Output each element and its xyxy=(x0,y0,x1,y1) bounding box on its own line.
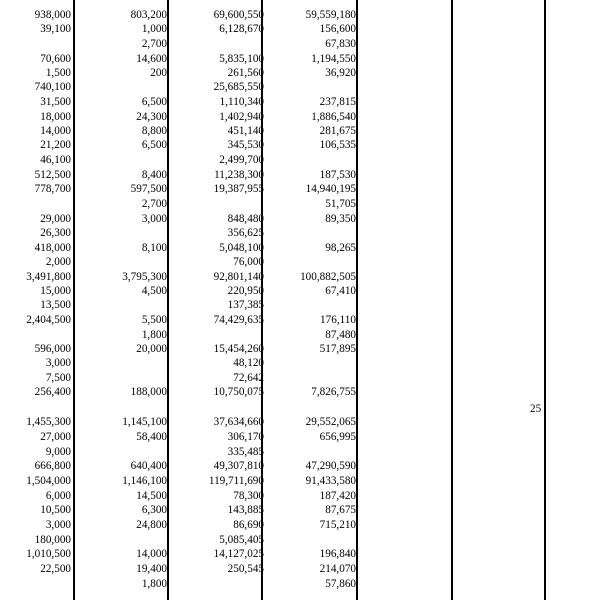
table-cell: 106,535 xyxy=(319,139,356,151)
table-cell: 187,420 xyxy=(319,490,356,502)
table-row xyxy=(0,313,600,327)
table-row xyxy=(0,95,600,109)
table-cell: 72,642 xyxy=(233,372,264,384)
table-cell: 1,455,300 xyxy=(26,416,71,428)
table-row xyxy=(0,459,600,473)
table-row xyxy=(0,562,600,576)
table-cell: 5,835,100 xyxy=(219,53,264,65)
table-cell: 20,000 xyxy=(136,343,167,355)
page-number: 25 xyxy=(530,403,542,415)
table-row xyxy=(0,503,600,517)
table-row xyxy=(0,385,600,399)
table-cell: 59,559,180 xyxy=(305,9,356,21)
table-cell: 37,634,660 xyxy=(213,416,264,428)
table-cell: 6,128,670 xyxy=(219,23,264,35)
table-cell: 49,307,810 xyxy=(213,460,264,472)
table-cell: 1,110,340 xyxy=(219,96,264,108)
table-cell: 58,400 xyxy=(136,431,167,443)
table-cell: 29,000 xyxy=(40,213,71,225)
table-cell: 1,000 xyxy=(141,23,167,35)
table-cell: 14,000 xyxy=(136,548,167,560)
table-cell: 356,625 xyxy=(227,227,264,239)
table-cell: 5,500 xyxy=(141,314,167,326)
table-cell: 39,100 xyxy=(40,23,71,35)
table-cell: 2,000 xyxy=(45,256,71,268)
table-cell: 13,500 xyxy=(40,299,71,311)
table-row xyxy=(0,284,600,298)
table-cell: 143,885 xyxy=(227,504,264,516)
table-cell: 8,800 xyxy=(141,125,167,137)
table-row xyxy=(0,415,600,429)
table-row xyxy=(0,328,600,342)
table-cell: 98,265 xyxy=(325,242,356,254)
table-cell: 51,705 xyxy=(325,198,356,210)
table-cell: 740,100 xyxy=(34,81,71,93)
table-cell: 6,000 xyxy=(45,490,71,502)
table-cell: 22,500 xyxy=(40,563,71,575)
table-cell: 25,685,550 xyxy=(213,81,264,93)
table-cell: 7,500 xyxy=(45,372,71,384)
table-cell: 656,995 xyxy=(319,431,356,443)
table-cell: 87,480 xyxy=(325,329,356,341)
table-row xyxy=(0,489,600,503)
table-cell: 418,000 xyxy=(34,242,71,254)
table-row xyxy=(0,124,600,138)
table-row xyxy=(0,371,600,385)
table-cell: 2,700 xyxy=(141,198,167,210)
table-row xyxy=(0,533,600,547)
table-cell: 27,000 xyxy=(40,431,71,443)
table-cell: 281,675 xyxy=(319,125,356,137)
table-row xyxy=(0,430,600,444)
table-row xyxy=(0,66,600,80)
table-row xyxy=(0,445,600,459)
table-cell: 335,485 xyxy=(227,446,264,458)
table-cell: 48,120 xyxy=(233,357,264,369)
table-cell: 200 xyxy=(150,67,167,79)
table-cell: 715,210 xyxy=(319,519,356,531)
table-cell: 24,300 xyxy=(136,111,167,123)
table-cell: 11,238,300 xyxy=(214,169,264,181)
table-cell: 1,146,100 xyxy=(122,475,167,487)
table-cell: 3,000 xyxy=(141,213,167,225)
table-cell: 92,801,140 xyxy=(213,271,264,283)
table-row xyxy=(0,138,600,152)
table-cell: 220,950 xyxy=(227,285,264,297)
table-cell: 14,500 xyxy=(136,490,167,502)
table-cell: 2,499,700 xyxy=(219,154,264,166)
table-row xyxy=(0,270,600,284)
table-cell: 14,940,195 xyxy=(305,183,356,195)
table-cell: 848,480 xyxy=(227,213,264,225)
table-cell: 176,110 xyxy=(320,314,356,326)
table-row xyxy=(0,577,600,591)
table-cell: 597,500 xyxy=(130,183,167,195)
table-cell: 67,830 xyxy=(325,38,356,50)
table-cell: 14,600 xyxy=(136,53,167,65)
table-cell: 119,711,690 xyxy=(208,475,264,487)
table-cell: 47,290,590 xyxy=(305,460,356,472)
table-cell: 214,070 xyxy=(319,563,356,575)
table-cell: 1,500 xyxy=(45,67,71,79)
table-cell: 803,200 xyxy=(130,9,167,21)
table-cell: 76,000 xyxy=(233,256,264,268)
table-cell: 1,402,940 xyxy=(219,111,264,123)
table-cell: 78,300 xyxy=(233,490,264,502)
table-cell: 345,530 xyxy=(227,139,264,151)
table-cell: 3,491,800 xyxy=(26,271,71,283)
table-cell: 26,300 xyxy=(40,227,71,239)
table-cell: 596,000 xyxy=(34,343,71,355)
table-row xyxy=(0,212,600,226)
table-cell: 21,200 xyxy=(40,139,71,151)
table-cell: 1,194,550 xyxy=(311,53,356,65)
table-cell: 69,600,550 xyxy=(213,9,264,21)
table-row xyxy=(0,241,600,255)
table-cell: 67,410 xyxy=(325,285,356,297)
table-row xyxy=(0,298,600,312)
table-cell: 31,500 xyxy=(40,96,71,108)
table-cell: 6,500 xyxy=(141,139,167,151)
table-row xyxy=(0,52,600,66)
table-cell: 87,675 xyxy=(325,504,356,516)
table-row xyxy=(0,547,600,561)
table-cell: 36,920 xyxy=(325,67,356,79)
table-cell: 2,404,500 xyxy=(26,314,71,326)
table-cell: 91,433,580 xyxy=(305,475,356,487)
table-cell: 57,860 xyxy=(325,578,356,590)
table-row xyxy=(0,356,600,370)
table-cell: 156,600 xyxy=(319,23,356,35)
table-row xyxy=(0,22,600,36)
table-cell: 1,504,000 xyxy=(26,475,71,487)
table-cell: 10,500 xyxy=(40,504,71,516)
table-cell: 1,800 xyxy=(141,329,167,341)
table-cell: 100,882,505 xyxy=(300,271,356,283)
table-row xyxy=(0,182,600,196)
table-cell: 517,895 xyxy=(319,343,356,355)
table-cell: 306,170 xyxy=(227,431,264,443)
table-cell: 15,000 xyxy=(40,285,71,297)
table-row xyxy=(0,226,600,240)
table-cell: 29,552,065 xyxy=(305,416,356,428)
table-row xyxy=(0,342,600,356)
table-cell: 3,000 xyxy=(45,357,71,369)
table-row xyxy=(0,255,600,269)
table-cell: 14,000 xyxy=(40,125,71,137)
table-cell: 4,500 xyxy=(141,285,167,297)
table-cell: 19,387,955 xyxy=(213,183,264,195)
table-cell: 137,385 xyxy=(227,299,264,311)
table-cell: 5,048,100 xyxy=(219,242,264,254)
table-cell: 938,000 xyxy=(34,9,71,21)
table-row xyxy=(0,474,600,488)
table-cell: 187,530 xyxy=(319,169,356,181)
table-row xyxy=(0,153,600,167)
table-cell: 89,350 xyxy=(325,213,356,225)
table-cell: 3,795,300 xyxy=(122,271,167,283)
table-cell: 261,560 xyxy=(227,67,264,79)
table-cell: 19,400 xyxy=(136,563,167,575)
table-cell: 237,815 xyxy=(319,96,356,108)
table-cell: 10,750,075 xyxy=(213,386,264,398)
table-cell: 5,085,405 xyxy=(219,534,264,546)
table-row xyxy=(0,80,600,94)
table-cell: 46,100 xyxy=(40,154,71,166)
table-cell: 6,500 xyxy=(141,96,167,108)
table-cell: 70,600 xyxy=(40,53,71,65)
table-cell: 2,700 xyxy=(141,38,167,50)
table-cell: 250,545 xyxy=(227,563,264,575)
table-cell: 8,100 xyxy=(141,242,167,254)
table-cell: 180,000 xyxy=(34,534,71,546)
table-row xyxy=(0,8,600,22)
table-cell: 1,886,540 xyxy=(311,111,356,123)
table-cell: 1,145,100 xyxy=(122,416,167,428)
table-cell: 9,000 xyxy=(45,446,71,458)
table-cell: 666,800 xyxy=(34,460,71,472)
table-row xyxy=(0,197,600,211)
table-cell: 15,454,260 xyxy=(213,343,264,355)
table-cell: 778,700 xyxy=(34,183,71,195)
table-cell: 18,000 xyxy=(40,111,71,123)
table-cell: 196,840 xyxy=(319,548,356,560)
table-row xyxy=(0,168,600,182)
table-cell: 256,400 xyxy=(34,386,71,398)
table-row xyxy=(0,110,600,124)
table-cell: 188,000 xyxy=(130,386,167,398)
table-cell: 8,400 xyxy=(141,169,167,181)
table-cell: 86,690 xyxy=(233,519,264,531)
table-cell: 451,140 xyxy=(227,125,264,137)
table-cell: 1,010,500 xyxy=(26,548,71,560)
table-cell: 3,000 xyxy=(45,519,71,531)
table-cell: 1,800 xyxy=(141,578,167,590)
table-cell: 24,800 xyxy=(136,519,167,531)
table-cell: 512,500 xyxy=(34,169,71,181)
table-cell: 74,429,635 xyxy=(213,314,264,326)
table-cell: 6,300 xyxy=(141,504,167,516)
table-row xyxy=(0,518,600,532)
table-cell: 7,826,755 xyxy=(311,386,356,398)
table-row xyxy=(0,37,600,51)
table-cell: 14,127,025 xyxy=(213,548,264,560)
table-cell: 640,400 xyxy=(130,460,167,472)
